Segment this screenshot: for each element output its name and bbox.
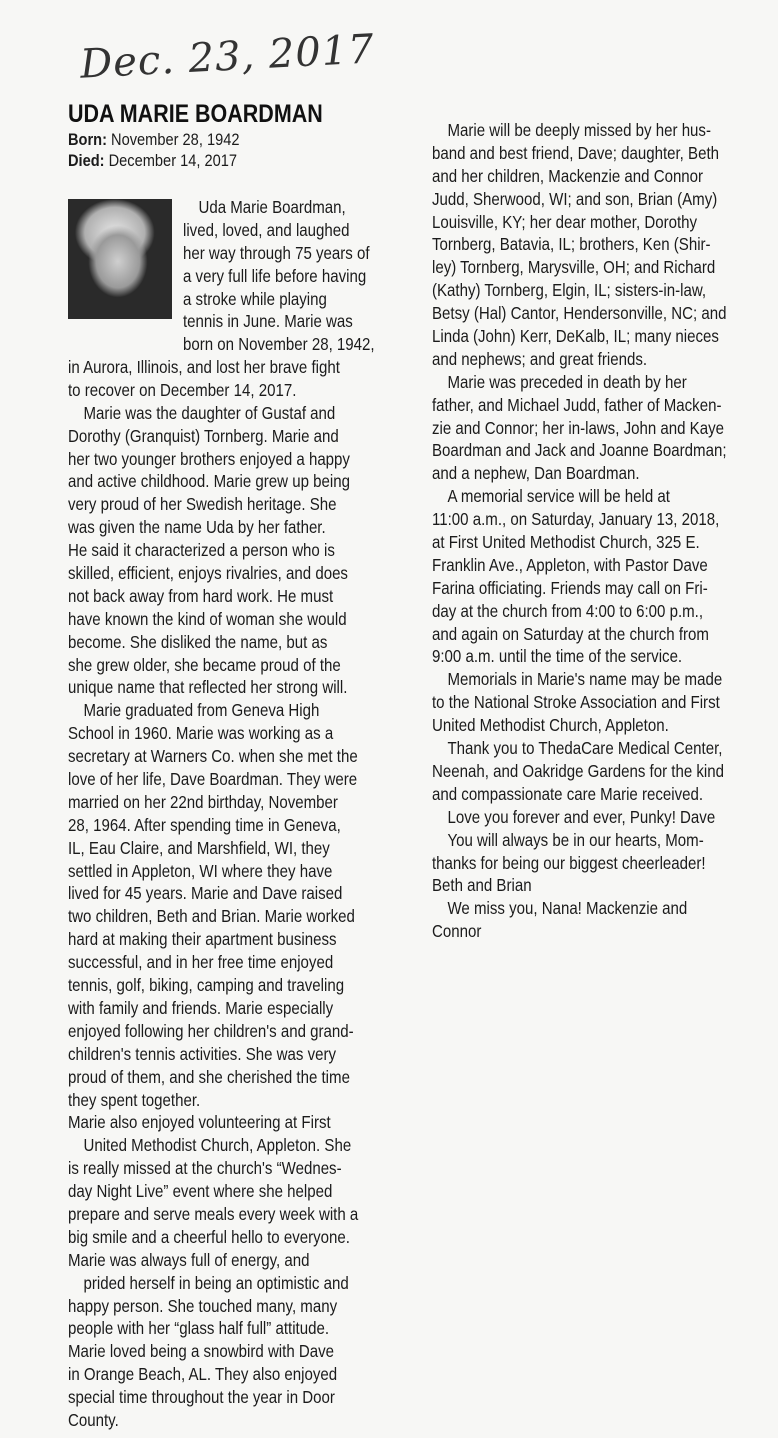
text-line: lived for 45 years. Marie and Dave raised [68, 883, 343, 904]
text-line: Marie graduated from Geneva High [83, 700, 320, 721]
text-line: born on November 28, 1942, [183, 334, 375, 355]
text-line: Louisville, KY; her dear mother, Dorothy [432, 211, 698, 232]
text-line: her two younger brothers enjoyed a happy [68, 448, 350, 469]
left-column [68, 356, 406, 1432]
text-line: and again on Saturday at the church from [432, 623, 709, 644]
intro-paragraph [183, 196, 406, 356]
text-line: thanks for being our biggest cheerleader! [432, 852, 706, 873]
text-line: Tornberg, Batavia, IL; brothers, Ken (Shir- [432, 234, 711, 255]
text-line: Marie loved being a snowbird with Dave [68, 1341, 335, 1362]
text-line: United Methodist Church, Appleton. She [83, 1135, 352, 1156]
text-line: Marie was preceded in death by her [447, 371, 687, 392]
text-line: is really missed at the church's “Wednes- [68, 1158, 342, 1179]
text-line: Connor [432, 921, 482, 942]
portrait-photo [68, 199, 172, 319]
text-line: and nephews; and great friends. [432, 348, 648, 369]
text-line: A memorial service will be held at [447, 486, 670, 507]
text-line: at First United Methodist Church, 325 E. [432, 532, 700, 553]
text-line: Love you forever and ever, Punky! Dave [447, 806, 716, 827]
text-line: a stroke while playing [183, 288, 327, 309]
handwritten-date: Dec. 23, 2017 [78, 26, 376, 88]
text-line: Neenah, and Oakridge Gardens for the kind [432, 760, 724, 781]
died-label: Died: [68, 151, 105, 170]
text-line: 9:00 a.m. until the time of the service. [432, 646, 683, 667]
died-date: December 14, 2017 [108, 151, 238, 170]
text-line: to recover on December 14, 2017. [68, 379, 297, 400]
text-line: IL, Eau Claire, and Marshfield, WI, they [68, 837, 330, 858]
text-line: hard at making their apartment business [68, 929, 337, 950]
text-line: day at the church from 4:00 to 6:00 p.m., [432, 600, 704, 621]
text-line: ley) Tornberg, Marysville, OH; and Richard [432, 257, 716, 278]
text-line: special time throughout the year in Door [68, 1387, 335, 1408]
born-label: Born: [68, 130, 107, 149]
text-line: zie and Connor; her in-laws, John and Kaye [432, 417, 724, 438]
text-line: tennis in June. Marie was [183, 311, 353, 332]
text-line: day Night Live” event where she helped [68, 1181, 333, 1202]
text-line: have known the kind of woman she would [68, 608, 347, 629]
text-line: children's tennis activities. She was very [68, 1043, 337, 1064]
text-line: Judd, Sherwood, WI; and son, Brian (Amy) [432, 188, 718, 209]
died-line [68, 151, 237, 171]
text-line: with family and friends. Marie especially [68, 997, 334, 1018]
text-line: United Methodist Church, Appleton. [432, 715, 669, 736]
text-line: Beth and Brian [432, 875, 532, 896]
text-line: father, and Michael Judd, father of Macken- [432, 394, 722, 415]
text-line: in Aurora, Illinois, and lost her brave fight [68, 357, 340, 377]
text-line: We miss you, Nana! Mackenzie and [447, 898, 688, 919]
text-line: Marie also enjoyed volunteering at First [68, 1112, 331, 1133]
text-line: You will always be in our hearts, Mom- [447, 829, 704, 850]
text-line: Linda (John) Kerr, DeKalb, IL; many nieces [432, 326, 719, 347]
text-line: Marie was the daughter of Gustaf and [83, 402, 336, 423]
text-line: she grew older, she became proud of the [68, 654, 341, 675]
text-line: happy person. She touched many, many [68, 1295, 338, 1316]
text-line: 11:00 a.m., on Saturday, January 13, 2018, [432, 509, 720, 530]
text-line: become. She disliked the name, but as [68, 631, 328, 652]
text-line: very proud of her Swedish heritage. She [68, 494, 337, 515]
text-line: band and best friend, Dave; daughter, Beth [432, 142, 719, 163]
text-line: they spent together. [68, 1089, 201, 1110]
text-line: a very full life before having [183, 265, 367, 286]
text-line: secretary at Warners Co. when she met the [68, 746, 358, 767]
text-line: successful, and in her free time enjoyed [68, 952, 334, 973]
text-line: love of her life, Dave Boardman. They were [68, 769, 358, 790]
text-line: tennis, golf, biking, camping and traveling [68, 975, 345, 996]
text-line: enjoyed following her children's and grand- [68, 1020, 354, 1041]
text-line: School in 1960. Marie was working as a [68, 723, 334, 744]
text-line: proud of them, and she cherished the time [68, 1066, 350, 1087]
text-line: skilled, efficient, enjoys rivalries, and does [68, 563, 348, 584]
text-line: unique name that reflected her strong will. [68, 677, 348, 698]
text-line: married on her 22nd birthday, November [68, 791, 338, 812]
text-line: and active childhood. Marie grew up being [68, 471, 350, 492]
text-line: prided herself in being an optimistic and [83, 1272, 349, 1293]
text-line: in Orange Beach, AL. They also enjoyed [68, 1364, 338, 1385]
text-line: Franklin Ave., Appleton, with Pastor Dave [432, 554, 708, 575]
text-line: people with her “glass half full” attitude. [68, 1318, 330, 1339]
text-line: lived, loved, and laughed [183, 219, 350, 240]
text-line: Betsy (Hal) Cantor, Hendersonville, NC; and [432, 303, 727, 324]
text-line: Marie will be deeply missed by her hus- [447, 120, 711, 140]
text-line: her way through 75 years of [183, 242, 370, 263]
text-line: prepare and serve meals every week with a [68, 1203, 359, 1224]
text-line: (Kathy) Tornberg, Elgin, IL; sisters-in-law, [432, 280, 707, 301]
text-line: 28, 1964. After spending time in Geneva, [68, 814, 341, 835]
text-line: and compassionate care Marie received. [432, 783, 704, 804]
text-line: Boardman and Jack and Joanne Boardman; [432, 440, 727, 461]
text-line: Dorothy (Granquist) Tornberg. Marie and [68, 425, 339, 446]
text-line: Farina officiating. Friends may call on Fri- [432, 577, 708, 598]
text-line: and her children, Mackenzie and Connor [432, 165, 704, 186]
text-line: Marie was always full of energy, and [68, 1249, 310, 1270]
born-line [68, 130, 239, 150]
text-line: He said it characterized a person who is [68, 540, 335, 561]
obituary-name: UDA MARIE BOARDMAN [68, 100, 323, 128]
text-line: two children, Beth and Brian. Marie worked [68, 906, 355, 927]
born-date: November 28, 1942 [111, 130, 240, 149]
text-line: to the National Stroke Association and First [432, 692, 720, 713]
text-line: not back away from hard work. He must [68, 585, 334, 606]
text-line: Thank you to ThedaCare Medical Center, [447, 738, 723, 759]
text-line: County. [68, 1409, 119, 1430]
text-line: Uda Marie Boardman, [198, 197, 346, 217]
right-column [432, 119, 774, 943]
text-line: and a nephew, Dan Boardman. [432, 463, 640, 484]
text-line: settled in Appleton, WI where they have [68, 860, 333, 881]
text-line: Memorials in Marie's name may be made [447, 669, 723, 690]
text-line: big smile and a cheerful hello to everyone. [68, 1226, 350, 1247]
text-line: was given the name Uda by her father. [68, 517, 326, 538]
